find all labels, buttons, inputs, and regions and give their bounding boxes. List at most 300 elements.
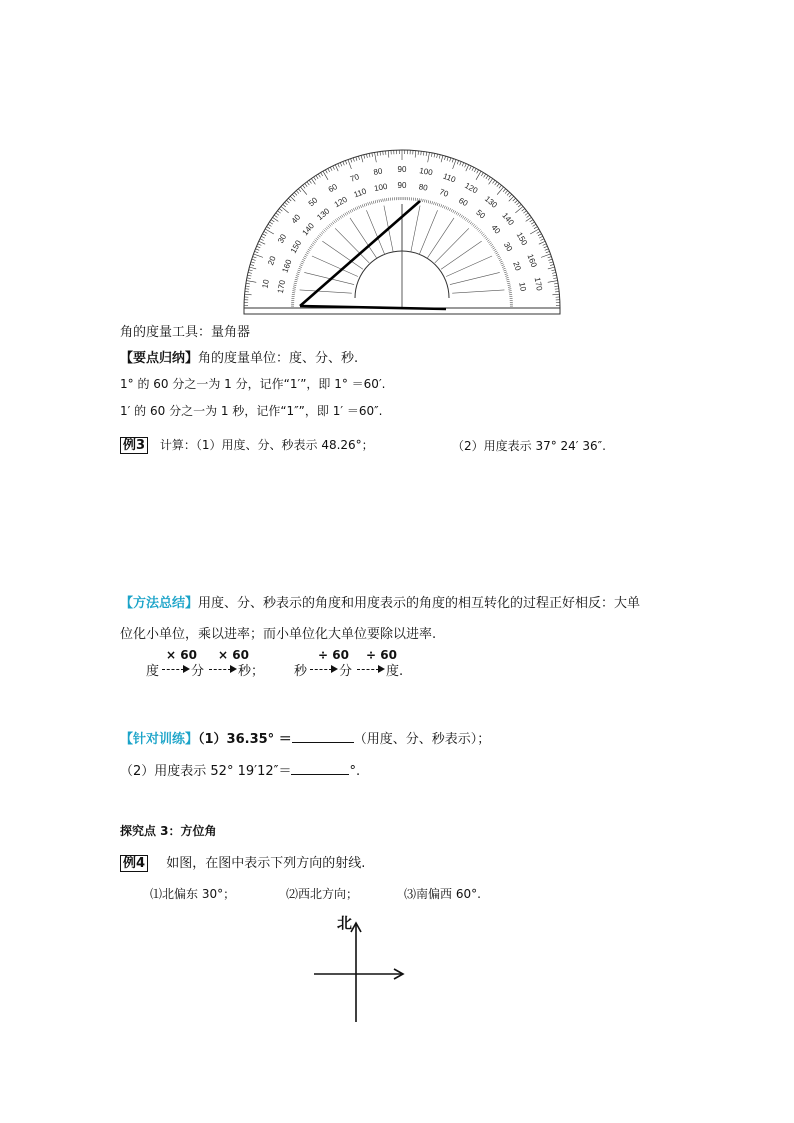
protractor-inner-tick [293,287,296,288]
protractor-tick [309,180,311,183]
protractor-tick [509,194,512,197]
protractor-tick [516,202,519,205]
protractor-inner-tick [368,202,369,205]
protractor-inner-tick [423,199,424,202]
protractor-inner-tick [500,261,503,262]
protractor-tick [316,175,318,178]
protractor-outer-label: 10 [260,278,271,290]
protractor-tick [460,162,461,166]
protractor-outer-label: 160 [525,252,539,269]
protractor-outer-label: 120 [463,180,480,196]
chain-2-second: 秒 [294,664,308,679]
protractor-tick [279,209,282,212]
protractor-inner-tick [458,213,460,216]
protractor-radial-line [452,290,504,293]
protractor-inner-tick [296,276,299,277]
protractor-inner-tick [317,237,319,239]
protractor-inner-label: 30 [501,240,515,253]
protractor-inner-tick [373,201,374,204]
protractor-inner-tick [454,211,455,214]
example-4-label: 例4 [120,855,148,872]
protractor-tick [548,259,552,260]
protractor-tick [531,222,534,224]
protractor-inner-tick [501,265,504,266]
protractor-tick [488,177,490,180]
protractor-inner-tick [488,241,490,243]
protractor-inner-tick [350,210,351,213]
protractor-tick [527,215,530,217]
protractor-inner-tick [299,266,302,267]
protractor-tick [553,278,557,279]
protractor-inner-tick [449,208,450,211]
protractor-inner-tick [381,199,382,202]
protractor-inner-tick [432,201,433,204]
protractor-inner-tick [359,206,360,209]
protractor-inner-tick [448,207,449,210]
protractor-inner-tick [345,213,347,216]
protractor-radial-line [304,272,354,284]
protractor-tick [356,157,357,161]
protractor-radial-line [411,206,420,252]
protractor-inner-tick [340,216,342,218]
protractor-tick [259,241,265,244]
protractor-tick [311,179,315,185]
protractor-inner-tick [362,204,363,207]
protractor-radial-line [366,210,384,254]
protractor-tick [551,270,555,271]
protractor-tick [415,151,416,158]
protractor-tick [452,159,453,163]
chain-1-arrowhead-2 [230,665,237,673]
protractor-radial-line [300,290,352,293]
protractor-tick [465,164,467,168]
example-4 [120,852,365,871]
protractor-inner-tick [430,201,431,204]
example-3 [120,436,374,453]
answer-blank-1[interactable] [292,730,354,743]
protractor-inner-tick [338,217,340,219]
protractor-tick [548,281,558,283]
protractor-inner-tick [326,227,328,229]
protractor-inner-tick [467,219,469,221]
protractor-inner-tick [315,240,317,242]
protractor-tick [249,267,256,269]
protractor-tick [286,200,289,203]
protractor-inner-label: 130 [315,206,332,222]
protractor-inner-tick [486,238,488,240]
protractor-inner-tick [294,281,297,282]
key-points-heading [120,347,358,366]
protractor-tick [262,234,266,236]
protractor-tick [265,229,274,234]
protractor-tick [303,185,306,188]
protractor-tick [288,198,291,201]
protractor-tick [361,155,363,162]
protractor-tick [525,213,528,215]
chain-2-arrow-1 [310,669,332,670]
protractor-tick [274,215,277,217]
protractor-inner-tick [306,253,309,255]
protractor-inner-tick [304,256,307,257]
chain-1-arrow-1 [162,669,184,670]
protractor-inner-label: 110 [352,186,368,200]
protractor-tick [251,262,255,263]
protractor-inner-tick [308,249,311,251]
protractor-tick [269,222,272,224]
protractor-tick [245,294,252,295]
protractor-inner-tick [498,258,501,259]
protractor-inner-tick [459,214,461,217]
answer-blank-2[interactable] [291,762,349,775]
protractor-tick [457,160,458,164]
chain-1-arrow-2 [209,669,231,670]
protractor-tick [426,152,427,156]
protractor-tick [246,286,250,287]
protractor-tick [477,170,479,173]
protractor-tick [348,160,351,169]
protractor-tick [431,153,432,157]
example-4-item-1: ⑴北偏东 30°； [150,887,236,901]
protractor-tick [305,183,307,186]
protractor-inner-tick [348,211,349,214]
protractor-tick [428,152,430,162]
chain-2-op-1: ÷ 60 [318,648,349,662]
protractor-inner-tick [294,283,297,284]
protractor-inner-tick [325,228,327,230]
protractor-inner-tick [508,287,511,288]
protractor-inner-label: 170 [275,279,288,295]
protractor-tick [539,236,543,238]
protractor-inner-label: 140 [300,221,316,238]
protractor-inner-label: 150 [288,238,304,255]
protractor-outer-label: 110 [441,171,457,185]
protractor-inner-tick [331,223,333,225]
protractor-tick [515,200,518,203]
protractor-outer-label: 100 [418,166,434,178]
protractor-tick [377,152,378,156]
protractor-tick [552,294,559,295]
protractor-radial-line [450,272,500,284]
protractor-inner-tick [377,200,378,203]
protractor-tick [264,231,267,233]
protractor-inner-tick [334,221,336,223]
protractor-tick [530,220,533,222]
protractor-inner-label: 70 [438,187,450,199]
protractor-tick [353,158,354,162]
protractor-tick [444,156,445,160]
protractor-inner-tick [446,207,447,210]
protractor-tick [366,154,367,158]
protractor-inner-label: 60 [457,195,470,209]
protractor-inner-tick [508,289,511,290]
protractor-tick [277,211,280,213]
protractor-tick [296,191,299,194]
protractor-tick [486,175,488,178]
protractor-inner-tick [453,210,454,213]
protractor-inner-tick [489,243,491,245]
protractor-radial-line [446,256,492,277]
protractor-radial-line [435,228,469,263]
method-text-1: 用度、分、秒表示的角度和用度表示的角度的相互转化的过程正好相反：大单 [198,596,641,611]
protractor-tick [249,270,253,271]
protractor-tick [450,158,451,162]
protractor-inner-tick [329,224,331,226]
protractor-inner-tick [305,254,308,255]
protractor-inner-tick [295,277,298,278]
protractor-inner-label: 40 [489,223,503,236]
chain-1-op-2: × 60 [218,648,249,662]
protractor-tick [548,267,555,269]
protractor-tick [318,174,320,177]
protractor-tick [462,163,464,167]
protractor-tick [555,286,559,287]
protractor-inner-label: 100 [373,181,389,194]
protractor-tick [546,251,550,252]
protractor-inner-label: 80 [418,182,429,193]
protractor-tick [534,227,537,229]
method-line-1 [120,592,640,611]
protractor-inner-tick [302,259,305,260]
protractor-tick [330,167,332,171]
protractor-outer-label: 130 [482,194,499,210]
protractor-inner-label: 120 [332,194,349,210]
protractor-tick [476,171,481,180]
protractor-tick [522,209,525,212]
conversion-chain-2 [294,648,434,680]
protractor-tick [539,241,545,244]
protractor-inner-tick [352,209,353,212]
protractor-tick [345,160,346,164]
protractor-inner-tick [360,205,361,208]
protractor-tick [554,283,558,284]
protractor-inner-tick [465,218,467,220]
chain-2-minute: 分 [339,664,353,679]
protractor-inner-tick [504,272,507,273]
protractor-inner-tick [342,215,344,218]
protractor-tick [545,249,549,250]
chain-1-op-1: × 60 [166,648,197,662]
protractor-tick [470,166,472,170]
protractor-tick [453,160,456,169]
protractor-inner-tick [507,283,510,284]
protractor-radial-line [428,218,455,258]
method-text-2: 位化小单位，乘以进率；而小单位化大单位要除以进率. [120,627,437,642]
protractor-tick [549,262,553,263]
protractor-inner-tick [293,289,296,290]
protractor-inner-tick [487,240,489,242]
chain-1-minute: 分 [191,664,205,679]
protractor-tick [513,198,516,201]
explore-heading: 探究点 3：方位角 [120,824,217,838]
key-points-tag: 【要点归纳】 [120,351,199,366]
protractor-inner-tick [343,214,345,217]
protractor-tick [369,153,370,157]
protractor-inner-tick [502,266,505,267]
protractor-tick [484,174,486,177]
protractor-inner-label: 20 [511,260,523,272]
example-4-item-2: ⑵西北方向； [286,887,359,901]
protractor-tick [273,217,279,221]
protractor-inner-tick [505,274,508,275]
chain-2-arrowhead-1 [331,665,338,673]
protractor-tick [325,170,327,173]
key-points-line-2: 1′ 的 60 分之一为 1 秒，记作“1″”，即 1′ ＝60″. [120,404,383,418]
protractor-inner-tick [437,203,438,206]
protractor-tick [268,224,271,226]
protractor-tick [328,168,330,172]
protractor-inner-label: 90 [397,181,407,191]
protractor-inner-tick [493,248,496,250]
protractor-inner-tick [313,241,315,243]
protractor-tick [343,162,344,166]
protractor-inner-tick [311,244,313,246]
protractor-tick [281,206,289,212]
protractor-tick [375,152,377,162]
protractor-tick [283,204,286,207]
protractor-inner-tick [293,285,296,286]
protractor-tick [518,204,521,207]
protractor-inner-tick [495,251,498,253]
protractor-tick [481,173,483,176]
protractor-outer-label: 60 [326,182,339,195]
protractor-radial-line [335,228,369,263]
chain-2-degree: 度. [386,664,404,679]
protractor-inner-tick [307,251,310,253]
protractor-tick [256,249,260,250]
key-points-line-1: 1° 的 60 分之一为 1 分，记作“1′”，即 1° ＝60′. [120,377,386,391]
example-4-text: 如图，在图中表示下列方向的射线. [166,856,366,871]
protractor-inner-tick [441,204,442,207]
chain-1-arrowhead-1 [183,665,190,673]
protractor-inner-tick [439,204,440,207]
protractor-tick [541,254,550,257]
protractor-inner-tick [364,204,365,207]
protractor-tick [257,246,261,248]
protractor-tick [246,283,250,284]
protractor-tick [544,246,548,248]
protractor-tick [474,168,476,172]
chain-2-arrow-2 [357,669,379,670]
protractor-tick [380,152,381,156]
protractor-tick [489,179,493,185]
protractor-tick [298,189,301,192]
protractor-inner-label: 160 [280,258,294,274]
example-3-part-2: （2）用度表示 37° 24′ 36″. [452,439,606,453]
protractor-tick [364,155,365,159]
protractor-tick [276,213,279,215]
protractor-inner-tick [499,259,502,260]
protractor-tick [260,239,264,241]
protractor-figure [240,148,570,318]
protractor-inner-tick [464,217,466,219]
protractor-inner-tick [428,200,429,203]
protractor-inner-tick [482,234,484,236]
key-points-text: 角的度量单位：度、分、秒. [198,351,359,366]
protractor-inner-tick [357,207,358,210]
protractor-tick [252,259,256,260]
protractor-inner-tick [321,232,323,234]
protractor-tick [340,163,342,167]
protractor-inner-tick [442,205,443,208]
protractor-tick [351,159,352,163]
protractor-tick [254,254,263,257]
north-label: 北 [337,914,353,932]
protractor-tick [253,257,257,258]
protractor-inner-tick [503,268,506,269]
protractor-inner-tick [461,215,463,218]
protractor-tick [507,192,510,195]
protractor-inner-tick [332,222,334,224]
protractor-inner-tick [320,234,322,236]
protractor-inner-tick [424,199,425,202]
protractor-inner-tick [366,203,367,206]
protractor-tick [437,154,438,158]
protractor-inner-tick [310,246,312,248]
chain-1-second: 秒； [238,664,265,679]
protractor-inner-tick [470,222,472,224]
protractor-inner-tick [324,230,326,232]
protractor-tick [246,281,256,283]
protractor-inner-tick [505,276,508,277]
protractor-outer-label: 80 [372,166,384,177]
protractor-inner-tick [496,254,499,255]
protractor-outer-label: 20 [266,254,278,267]
protractor-inner-label: 50 [474,207,487,221]
protractor-tick [543,244,547,246]
protractor-outer-label: 30 [276,232,289,245]
training-q2-suffix: °. [349,764,361,779]
protractor-tick [434,153,435,157]
protractor-tick [271,220,274,222]
protractor-inner-tick [481,232,483,234]
protractor-tick [550,264,554,265]
protractor-tick [447,157,448,161]
protractor-inner-tick [383,199,384,202]
protractor-inner-tick [297,272,300,273]
protractor-tick [530,229,539,234]
tool-line: 角的度量工具：量角器 [120,325,251,340]
protractor-inner-tick [490,244,492,246]
conversion-chain-1 [146,648,276,680]
protractor-radial-line [419,210,437,254]
protractor-tick [333,166,335,170]
protractor-inner-tick [435,202,436,205]
protractor-tick [292,194,295,197]
training-q1-suffix: （用度、分、秒表示）； [353,732,491,747]
protractor-inner-tick [318,235,320,237]
protractor-inner-tick [309,248,312,250]
training-q2 [120,760,360,779]
protractor-tick [294,192,297,195]
protractor-tick [441,155,443,162]
protractor-inner-tick [301,261,304,262]
protractor-tick [552,272,556,273]
protractor-tick [338,164,340,168]
protractor-inner-tick [506,277,509,278]
protractor-tick [503,189,506,192]
protractor-tick [247,275,251,276]
protractor-inner-tick [298,268,301,269]
protractor-tick [548,257,552,258]
protractor-inner-tick [316,238,318,240]
protractor-inner-tick [296,274,299,275]
protractor-tick [538,234,542,236]
protractor-inner-tick [371,201,372,204]
protractor-outer-label: 40 [289,212,303,226]
protractor-inner-tick [421,199,422,202]
protractor-radial-line [441,241,482,269]
protractor-inner-tick [379,199,380,202]
